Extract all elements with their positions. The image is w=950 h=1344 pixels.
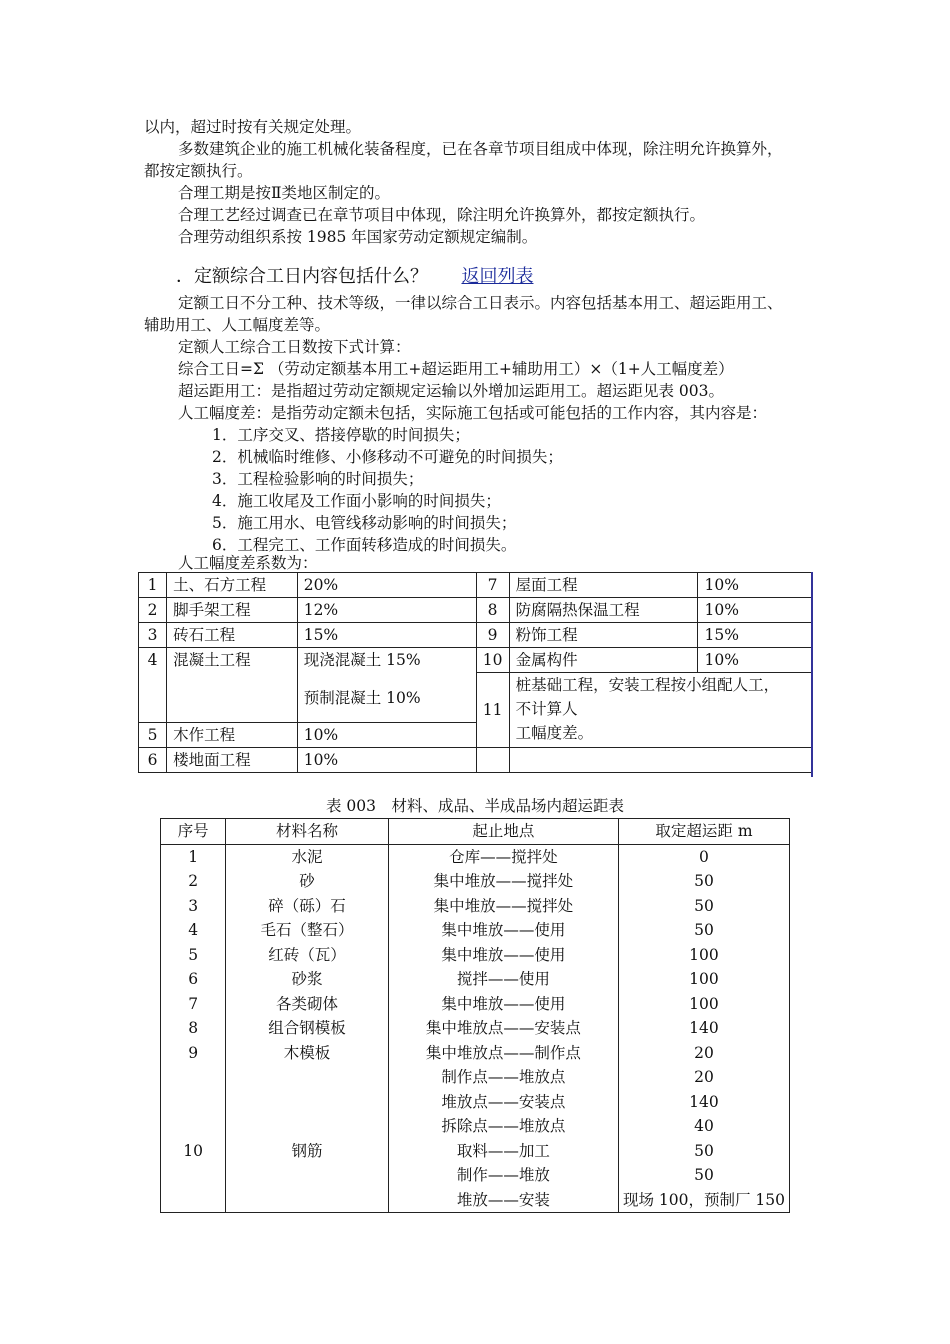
table-cell: 11 <box>476 673 509 748</box>
table-cell: 砖石工程 <box>167 623 298 648</box>
table-cell: 集中堆放——使用 <box>388 918 618 943</box>
distance-table <box>160 818 790 1213</box>
table-row <box>161 1188 790 1213</box>
table-cell: 仓库——搅拌处 <box>388 844 618 869</box>
table-cell <box>476 748 509 773</box>
table-cell <box>161 1114 226 1139</box>
table-cell: 0 <box>618 844 789 869</box>
table-cell: 50 <box>618 918 789 943</box>
table-row <box>139 748 812 773</box>
table-row <box>161 844 790 869</box>
table-cell: 10 <box>476 648 509 673</box>
pile-note-2: 不计算人 <box>515 700 578 718</box>
table-row <box>161 1163 790 1188</box>
table-cell: 屋面工程 <box>509 573 698 598</box>
table-cell: 140 <box>618 1016 789 1041</box>
table-cell <box>226 1090 388 1115</box>
table-cell: 集中堆放——使用 <box>388 943 618 968</box>
table-cell: 100 <box>618 943 789 968</box>
table-header-row <box>161 819 790 845</box>
list-item: 1．工序交叉、搭接停歇的时间损失； <box>212 426 470 444</box>
section-para-3: 超运距用工：是指超过劳动定额规定运输以外增加运距用工。超运距见表 003。 <box>178 382 725 400</box>
table-row <box>139 598 812 623</box>
table-cell <box>226 1163 388 1188</box>
table-cell: 10% <box>297 748 476 773</box>
table-cell: 3 <box>161 894 226 919</box>
table-cell: 组合钢模板 <box>226 1016 388 1041</box>
table-cell: 5 <box>161 943 226 968</box>
table-cell: 红砖（瓦） <box>226 943 388 968</box>
table-cell: 20 <box>618 1041 789 1066</box>
table-cell: 钢筋 <box>226 1139 388 1164</box>
intro-line-2a: 多数建筑企业的施工机械化装备程度，已在各章节项目组成中体现，除注明允许换算外， <box>178 140 783 158</box>
list-item: 4．施工收尾及工作面小影响的时间损失； <box>212 492 501 510</box>
table-cell: 制作——堆放 <box>388 1163 618 1188</box>
table-cell: 4 <box>139 648 167 723</box>
concrete-cast-coef: 现浇混凝土 15% <box>303 651 421 669</box>
table-row <box>161 1016 790 1041</box>
table-row <box>161 869 790 894</box>
pile-note-1: 桩基础工程，安装工程按小组配人工， <box>515 676 780 694</box>
table-cell: 40 <box>618 1114 789 1139</box>
table-cell: 100 <box>618 967 789 992</box>
table-row <box>161 1065 790 1090</box>
table-caption: 表 003 材料、成品、半成品场内超运距表 <box>325 797 624 815</box>
table-cell: 10 <box>161 1139 226 1164</box>
table-cell: 毛石（整石） <box>226 918 388 943</box>
table-cell: 粉饰工程 <box>509 623 698 648</box>
table-cell: 木模板 <box>226 1041 388 1066</box>
intro-line-3: 合理工期是按Ⅱ类地区制定的。 <box>178 184 391 202</box>
section-para-2: 定额人工综合工日数按下式计算： <box>178 338 411 356</box>
table-cell: 水泥 <box>226 844 388 869</box>
table-row <box>161 1114 790 1139</box>
distance-table-body <box>161 844 790 1213</box>
table-cell <box>226 1114 388 1139</box>
table-cell: 土、石方工程 <box>167 573 298 598</box>
table-cell: 100 <box>618 992 789 1017</box>
table-cell: 15% <box>698 623 812 648</box>
table-cell <box>226 1065 388 1090</box>
table-cell <box>226 1188 388 1213</box>
section-heading <box>176 264 533 290</box>
table-cell <box>509 673 811 748</box>
table-cell: 防腐隔热保温工程 <box>509 598 698 623</box>
intro-line-4: 合理工艺经过调查已在章节项目中体现，除注明允许换算外，都按定额执行。 <box>178 206 706 224</box>
column-header: 序号 <box>161 819 226 845</box>
table-cell: 6 <box>139 748 167 773</box>
table-cell: 金属构件 <box>509 648 698 673</box>
table-row <box>161 967 790 992</box>
table-cell: 5 <box>139 723 167 748</box>
back-to-list-link[interactable]: 返回列表 <box>461 266 534 287</box>
table-cell: 混凝土工程 <box>167 648 298 723</box>
table-row <box>139 623 812 648</box>
table-cell: 堆放点——安装点 <box>388 1090 618 1115</box>
table-cell: 集中堆放点——安装点 <box>388 1016 618 1041</box>
table-cell: 7 <box>476 573 509 598</box>
table-cell: 50 <box>618 894 789 919</box>
table-row <box>161 894 790 919</box>
table-row <box>161 918 790 943</box>
table-cell: 10% <box>297 723 476 748</box>
table-cell: 10% <box>698 648 812 673</box>
table-cell: 9 <box>161 1041 226 1066</box>
coef-table <box>138 572 812 773</box>
pile-note-3: 工幅度差。 <box>515 724 594 742</box>
table-cell: 9 <box>476 623 509 648</box>
list-item: 3．工程检验影响的时间损失； <box>212 470 424 488</box>
table-row <box>139 573 812 598</box>
table-cell <box>161 1090 226 1115</box>
table-cell: 50 <box>618 1163 789 1188</box>
table-cell: 15% <box>297 623 476 648</box>
table-cell: 集中堆放——搅拌处 <box>388 894 618 919</box>
intro-line-5: 合理劳动组织系按 1985 年国家劳动定额规定编制。 <box>178 228 538 246</box>
section-para-1b: 辅助用工、人工幅度差等。 <box>144 316 331 334</box>
table-cell: 砂 <box>226 869 388 894</box>
table-row <box>161 1139 790 1164</box>
table-cell: 3 <box>139 623 167 648</box>
list-item: 2．机械临时维修、小修移动不可避免的时间损失； <box>212 448 563 466</box>
column-header: 起止地点 <box>388 819 618 845</box>
table-cell: 140 <box>618 1090 789 1115</box>
formula: 综合工日=Σ （劳动定额基本用工+超运距用工+辅助用工）×（1+人工幅度差） <box>178 360 734 378</box>
table-cell: 2 <box>139 598 167 623</box>
table-cell: 碎（砾）石 <box>226 894 388 919</box>
table-cell: 50 <box>618 869 789 894</box>
table-cell: 20 <box>618 1065 789 1090</box>
list-item: 5．施工用水、电管线移动影响的时间损失； <box>212 514 517 532</box>
table-cell: 10% <box>698 598 812 623</box>
table-cell: 12% <box>297 598 476 623</box>
table-cell: 拆除点——堆放点 <box>388 1114 618 1139</box>
intro-line-1: 以内，超过时按有关规定处理。 <box>144 118 362 136</box>
table-cell: 1 <box>139 573 167 598</box>
table-cell: 1 <box>161 844 226 869</box>
table-row <box>161 943 790 968</box>
table-cell: 10% <box>698 573 812 598</box>
table-cell: 集中堆放——使用 <box>388 992 618 1017</box>
table-cell: 50 <box>618 1139 789 1164</box>
table-cell: 搅拌——使用 <box>388 967 618 992</box>
section-title: ．定额综合工日内容包括什么？ <box>176 266 428 287</box>
table-cell: 楼地面工程 <box>167 748 298 773</box>
table-cell <box>509 748 811 773</box>
coef-label: 人工幅度差系数为： <box>178 554 318 572</box>
table-cell: 集中堆放——搅拌处 <box>388 869 618 894</box>
table-cell <box>161 1163 226 1188</box>
table-cell <box>161 1188 226 1213</box>
table-cell: 2 <box>161 869 226 894</box>
table-cell: 8 <box>161 1016 226 1041</box>
table-row <box>161 1041 790 1066</box>
table-edge-bar <box>811 572 813 777</box>
table-cell: 各类砌体 <box>226 992 388 1017</box>
table-cell: 现场 100，预制厂 150 <box>618 1188 789 1213</box>
table-cell: 8 <box>476 598 509 623</box>
table-cell: 堆放——安装 <box>388 1188 618 1213</box>
table-cell <box>161 1065 226 1090</box>
intro-line-2b: 都按定额执行。 <box>144 162 253 180</box>
table-cell: 取料——加工 <box>388 1139 618 1164</box>
table-cell: 脚手架工程 <box>167 598 298 623</box>
table-cell: 7 <box>161 992 226 1017</box>
table-row <box>161 992 790 1017</box>
section-para-4: 人工幅度差：是指劳动定额未包括，实际施工包括或可能包括的工作内容，其内容是： <box>178 404 768 422</box>
section-para-1a: 定额工日不分工种、技术等级，一律以综合工日表示。内容包括基本用工、超运距用工、 <box>178 294 783 312</box>
list-item: 6．工程完工、工作面转移造成的时间损失。 <box>212 536 517 554</box>
table-cell <box>297 648 476 723</box>
table-cell: 4 <box>161 918 226 943</box>
table-row <box>139 648 812 673</box>
table-cell: 砂浆 <box>226 967 388 992</box>
table-cell: 集中堆放点——制作点 <box>388 1041 618 1066</box>
table-cell: 6 <box>161 967 226 992</box>
table-cell: 20% <box>297 573 476 598</box>
column-header: 材料名称 <box>226 819 388 845</box>
concrete-precast-coef: 预制混凝土 10% <box>303 689 421 707</box>
column-header: 取定超运距 m <box>618 819 789 845</box>
table-row <box>161 1090 790 1115</box>
table-cell: 制作点——堆放点 <box>388 1065 618 1090</box>
table-cell: 木作工程 <box>167 723 298 748</box>
